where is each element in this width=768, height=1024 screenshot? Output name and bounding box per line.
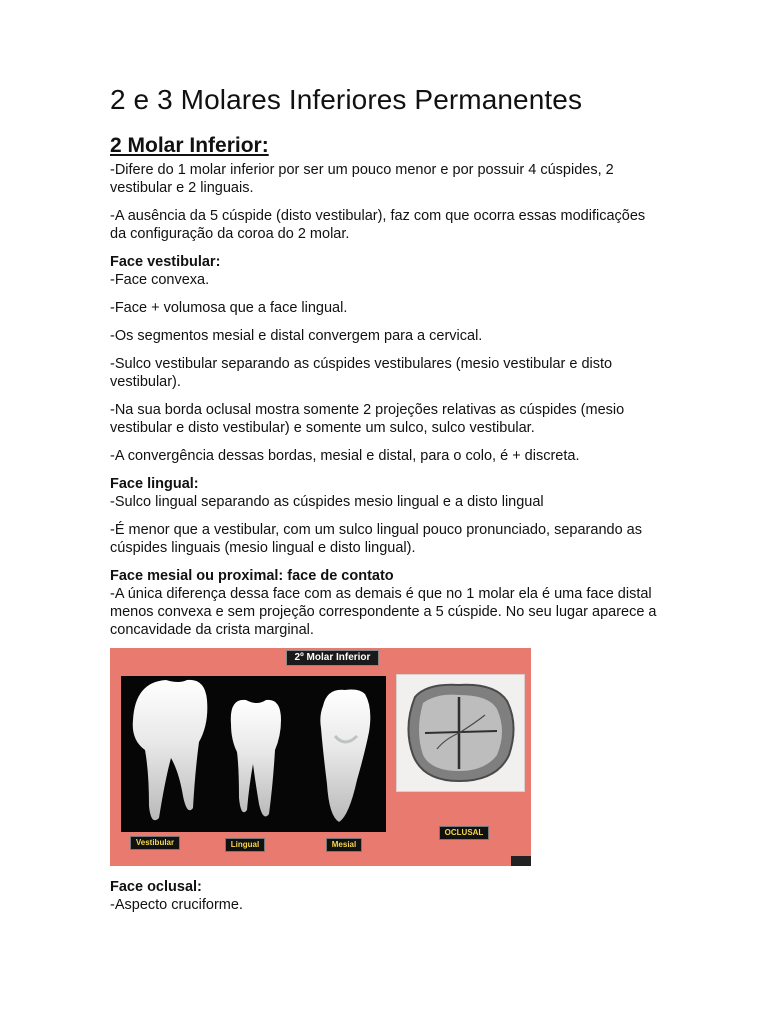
- mesial-item: -A única diferença dessa face com as demais é que no 1 molar ela é uma face distal menos convexa e sem projeção correspondente a 5 cúspide. No seu lugar aparece a concavidade da crista marginal.: [110, 586, 657, 638]
- figure-title: 2º Molar Inferior: [286, 650, 379, 666]
- figure-corner-mark: [511, 856, 531, 866]
- mesial-label: Mesial: [326, 838, 362, 852]
- occlusal-photo-panel: [396, 674, 525, 792]
- lingual-item: -Sulco lingual separando as cúspides mesio lingual e a disto lingual: [110, 494, 544, 510]
- oclusal-label: OCLUSAL: [439, 826, 489, 840]
- occlusal-tooth-image: [397, 675, 524, 791]
- vestibular-item: -Sulco vestibular separando as cúspides vestibulares (mesio vestibular e disto vestibular).: [110, 356, 613, 390]
- vestibular-heading: Face vestibular:: [110, 254, 221, 270]
- vestibular-item: -Na sua borda oclusal mostra somente 2 projeções relativas as cúspides (mesio vestibular e disto vestibular) e somente um sulco, sulco vestibular.: [110, 402, 625, 436]
- lingual-label: Lingual: [225, 838, 265, 852]
- lingual-heading: Face lingual:: [110, 476, 199, 492]
- page-title: 2 e 3 Molares Inferiores Permanentes: [110, 84, 583, 115]
- mesial-tooth-image: [320, 690, 370, 823]
- tooth-photos: [121, 676, 386, 832]
- lingual-item: -É menor que a vestibular, com um sulco lingual pouco pronunciado, separando as cúspides linguais (mesio lingual e disto lingual).: [110, 522, 642, 556]
- lingual-tooth-image: [231, 700, 281, 817]
- intro-paragraph: -A ausência da 5 cúspide (disto vestibular), faz com que ocorra essas modificações da configuração da coroa do 2 molar.: [110, 208, 646, 242]
- vestibular-item: -Os segmentos mesial e distal convergem para a cervical.: [110, 328, 483, 344]
- mesial-block: [110, 567, 665, 639]
- intro-paragraph: -Difere do 1 molar inferior por ser um pouco menor e por possuir 4 cúspides, 2 vestibular e 2 linguais.: [110, 162, 614, 196]
- oclusal-heading: Face oclusal:: [110, 879, 202, 895]
- vestibular-tooth-image: [133, 680, 208, 820]
- vestibular-label: Vestibular: [130, 836, 180, 850]
- mesial-heading: Face mesial ou proximal: face de contato: [110, 568, 394, 584]
- section-heading: 2 Molar Inferior:: [110, 134, 269, 157]
- vestibular-block: [110, 253, 665, 289]
- oclusal-block: [110, 878, 665, 914]
- tooth-figure: [110, 648, 531, 866]
- vestibular-item: -A convergência dessas bordas, mesial e distal, para o colo, é + discreta.: [110, 448, 580, 464]
- lingual-block: [110, 475, 665, 511]
- oclusal-item: -Aspecto cruciforme.: [110, 897, 243, 913]
- vestibular-item: -Face convexa.: [110, 272, 210, 288]
- vestibular-item: -Face + volumosa que a face lingual.: [110, 300, 348, 316]
- tooth-photo-panel: [121, 676, 386, 832]
